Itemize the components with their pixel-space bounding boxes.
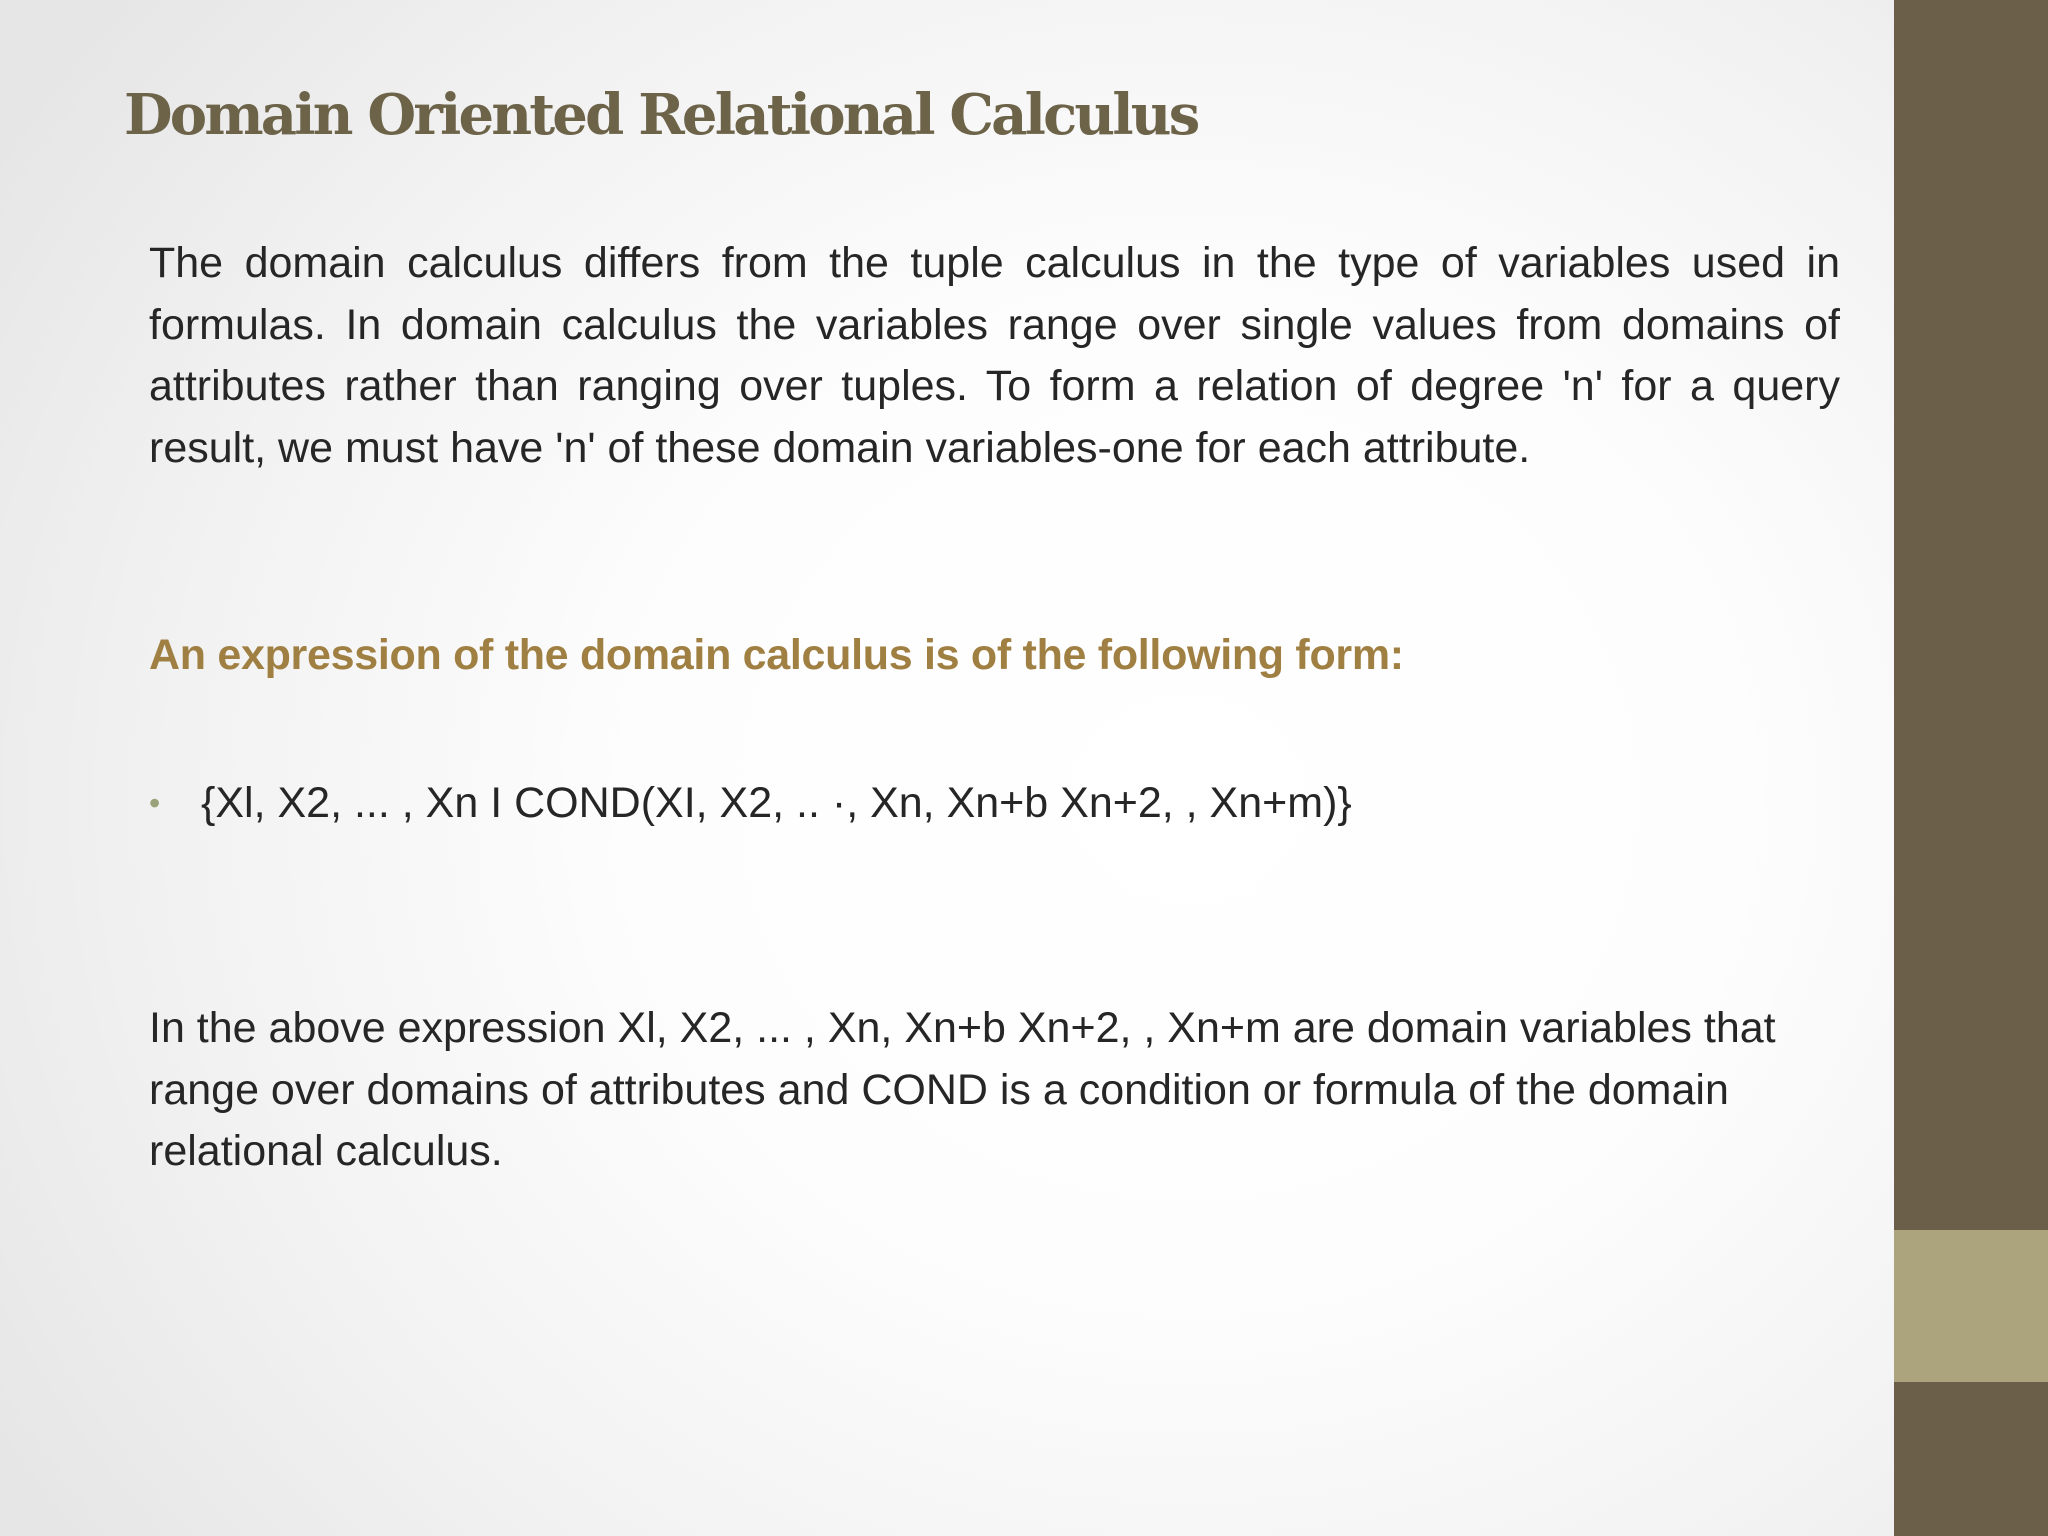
intro-paragraph: The domain calculus differs from the tuple calculus in the type of variables used in formulas. In domain calculus the variables range over single values from domains of attributes rather than ranging over tuples. To form a relation of degree 'n' for a query result, we must have 'n' of these domain variables-one for each attribute. (149, 239, 1840, 472)
expression-subheading: An expression of the domain calculus is of the following form: (149, 631, 1404, 679)
sidebar-accent-block (1894, 1230, 2048, 1382)
bullet-dot-icon: • (149, 785, 161, 821)
slide-body (149, 233, 1840, 1175)
explanation-paragraph: In the above expression Xl, X2, ... , Xn, Xn+b Xn+2, , Xn+m are domain variables that range over domains of attributes and COND is a condition or formula of the domain relational calculus. (149, 1004, 1776, 1175)
formula-text: {Xl, X2, ... , Xn I COND(XI, X2, .. ·, Xn, Xn+b Xn+2, , Xn+m)} (201, 779, 1352, 827)
slide-title: Domain Oriented Relational Calculus (124, 82, 1198, 148)
formula-bullet (149, 773, 1352, 835)
